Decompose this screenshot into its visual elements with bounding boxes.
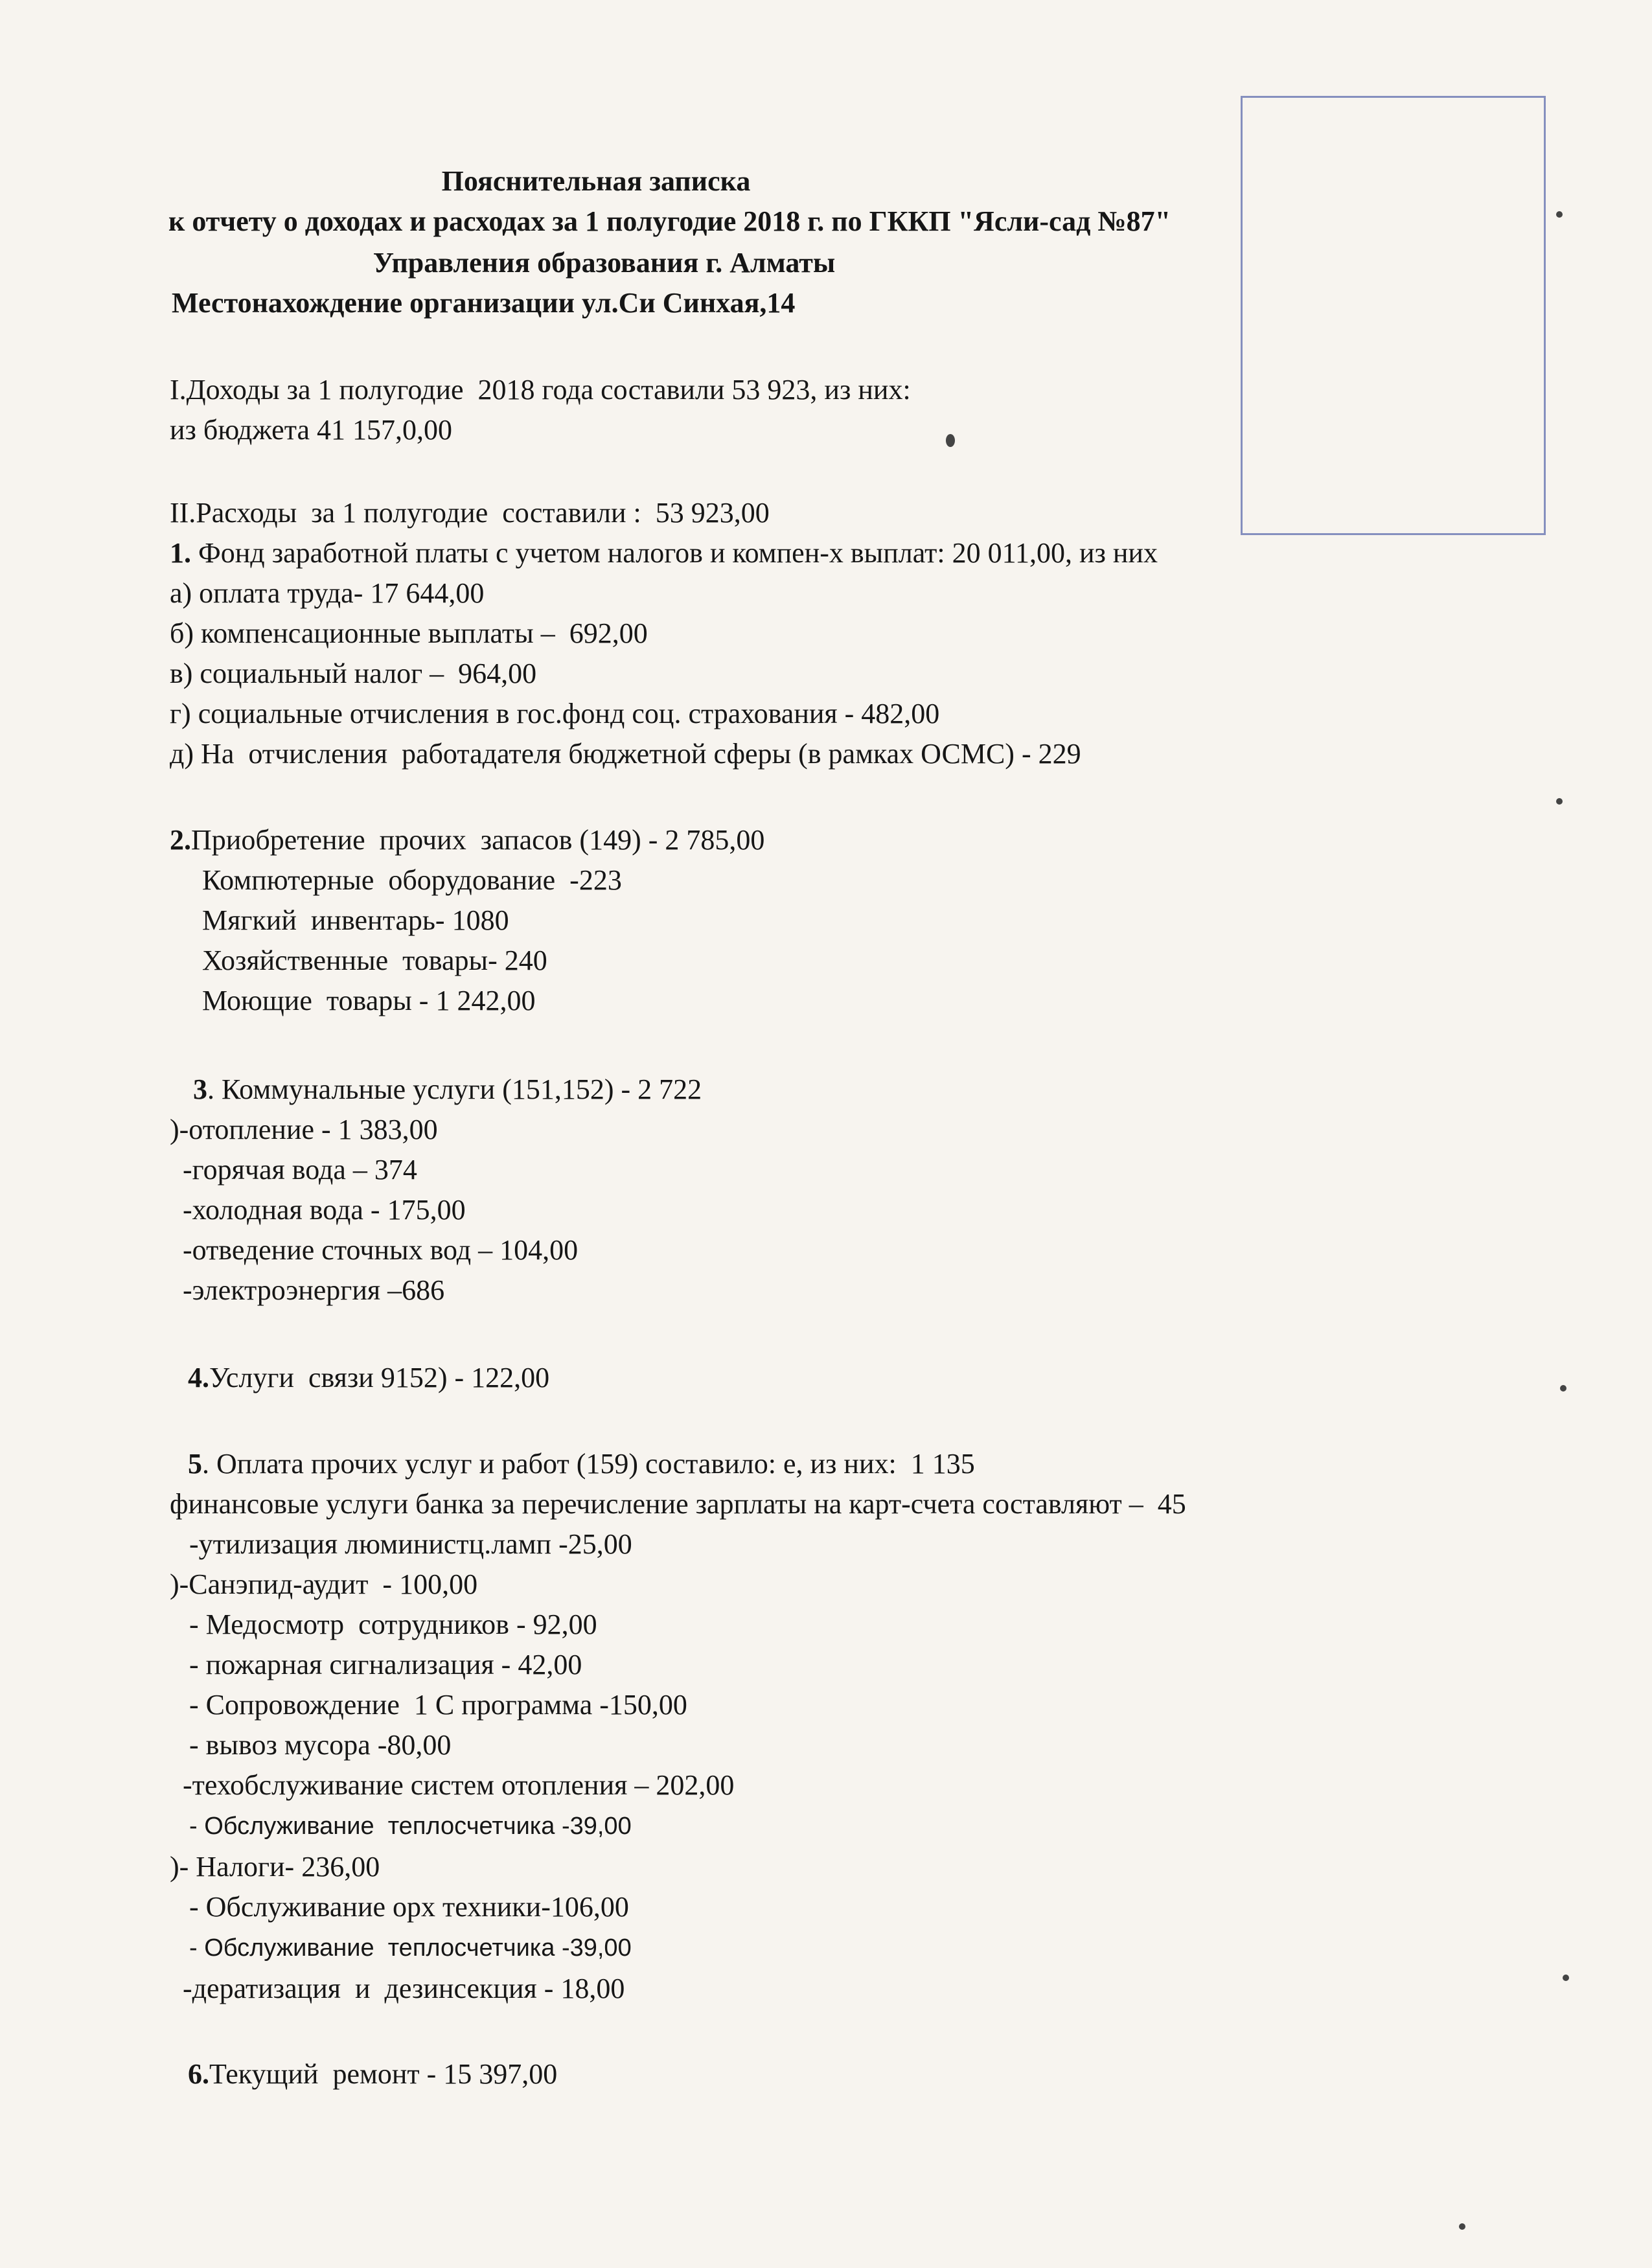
- section-3-item-4: -отведение сточных вод – 104,00: [183, 1234, 579, 1266]
- section-2-item-1: Компютерные оборудование -223: [202, 864, 622, 896]
- section-3-heading: [193, 1075, 702, 1104]
- section-5-item-2: -утилизация люминистц.ламп -25,00: [189, 1528, 632, 1560]
- section-5-item-7: - вывоз мусора -80,00: [189, 1729, 452, 1761]
- section-5-item-3: )-Санэпид-аудит - 100,00: [170, 1568, 478, 1600]
- title-line-2: к отчету о доходах и расходах за 1 полугодие 2018 г. по ГККП "Ясли-сад №87": [168, 205, 1171, 237]
- section-6-number: 6.: [188, 2058, 209, 2090]
- section-4-number: 4.: [188, 1362, 209, 1393]
- section-2-item-2: Мягкий инвентарь- 1080: [202, 904, 509, 936]
- title-line-3: Управления образования г. Алматы: [373, 247, 836, 279]
- section-5-number: 5: [188, 1448, 202, 1480]
- section-1-heading: [170, 539, 1158, 567]
- section-6-heading: [188, 2060, 557, 2089]
- scan-speck: [946, 434, 955, 447]
- section-6-text: Текущий ремонт - 15 397,00: [209, 2058, 558, 2090]
- section-5-item-11: - Обслуживание орх техники-106,00: [189, 1891, 629, 1923]
- scan-speck: [1556, 211, 1563, 218]
- scan-speck: [1459, 2223, 1465, 2230]
- section-5-item-4: - Медосмотр сотрудников - 92,00: [189, 1609, 597, 1640]
- section-5-item-9: - Обслуживание теплосчетчика -39,00: [189, 1813, 632, 1840]
- section-5-item-12: - Обслуживание теплосчетчика -39,00: [189, 1934, 632, 1962]
- section-3-number: 3: [193, 1073, 207, 1105]
- section-3-item-1: )-отопление - 1 383,00: [170, 1114, 438, 1145]
- section-1-number: 1.: [170, 537, 191, 569]
- income-line-2: из бюджета 41 157,0,00: [170, 414, 452, 446]
- title-line-1: Пояснительная записка: [441, 165, 751, 197]
- section-5-item-5: - пожарная сигнализация - 42,00: [189, 1649, 582, 1680]
- section-3-text: . Коммунальные услуги (151,152) - 2 722: [207, 1073, 702, 1105]
- section-5-heading: [188, 1450, 975, 1478]
- section-3-item-5: -электроэнергия –686: [183, 1274, 445, 1306]
- expenses-header: II.Расходы за 1 полугодие составили : 53 923,00: [170, 497, 770, 529]
- section-5-item-1: финансовые услуги банка за перечисление зарплаты на карт-счета составляют – 45: [170, 1488, 1186, 1520]
- section-4-text: Услуги связи 9152) - 122,00: [209, 1362, 550, 1393]
- section-5-text: . Оплата прочих услуг и работ (159) составило: е, из них: 1 135: [202, 1448, 975, 1480]
- section-2-text: Приобретение прочих запасов (149) - 2 785,00: [191, 824, 765, 856]
- scan-speck: [1563, 1975, 1569, 1981]
- bleed-through-stamp: [1241, 96, 1546, 535]
- section-4-heading: [188, 1364, 549, 1392]
- section-1-item-a: а) оплата труда- 17 644,00: [170, 577, 485, 609]
- title-line-4: Местонахождение организации ул.Си Синхая,14: [172, 287, 796, 319]
- section-3-item-2: -горячая вода – 374: [183, 1154, 417, 1186]
- section-1-text: Фонд заработной платы с учетом налогов и компен-х выплат: 20 011,00, из них: [191, 537, 1158, 569]
- section-3-item-3: -холодная вода - 175,00: [183, 1194, 466, 1226]
- scan-speck: [1560, 1385, 1566, 1392]
- section-5-item-10: )- Налоги- 236,00: [170, 1851, 380, 1883]
- section-5-item-6: - Сопровождение 1 С программа -150,00: [189, 1689, 687, 1721]
- section-2-number: 2.: [170, 824, 191, 856]
- section-2-item-3: Хозяйственные товары- 240: [202, 945, 547, 976]
- section-1-item-d: д) На отчисления работадателя бюджетной сферы (в рамках ОСМС) - 229: [170, 738, 1081, 770]
- scan-speck: [1556, 798, 1563, 805]
- income-line-1: I.Доходы за 1 полугодие 2018 года составили 53 923, из них:: [170, 374, 911, 406]
- section-2-item-4: Моющие товары - 1 242,00: [202, 985, 536, 1016]
- section-5-item-8: -техобслуживание систем отопления – 202,00: [183, 1769, 735, 1801]
- section-5-item-13: -дератизация и дезинсекция - 18,00: [183, 1973, 625, 2004]
- section-1-item-g: г) социальные отчисления в гос.фонд соц. страхования - 482,00: [170, 698, 940, 729]
- section-1-item-b: б) компенсационные выплаты – 692,00: [170, 617, 648, 649]
- section-2-heading: [170, 826, 764, 854]
- section-1-item-v: в) социальный налог – 964,00: [170, 658, 537, 689]
